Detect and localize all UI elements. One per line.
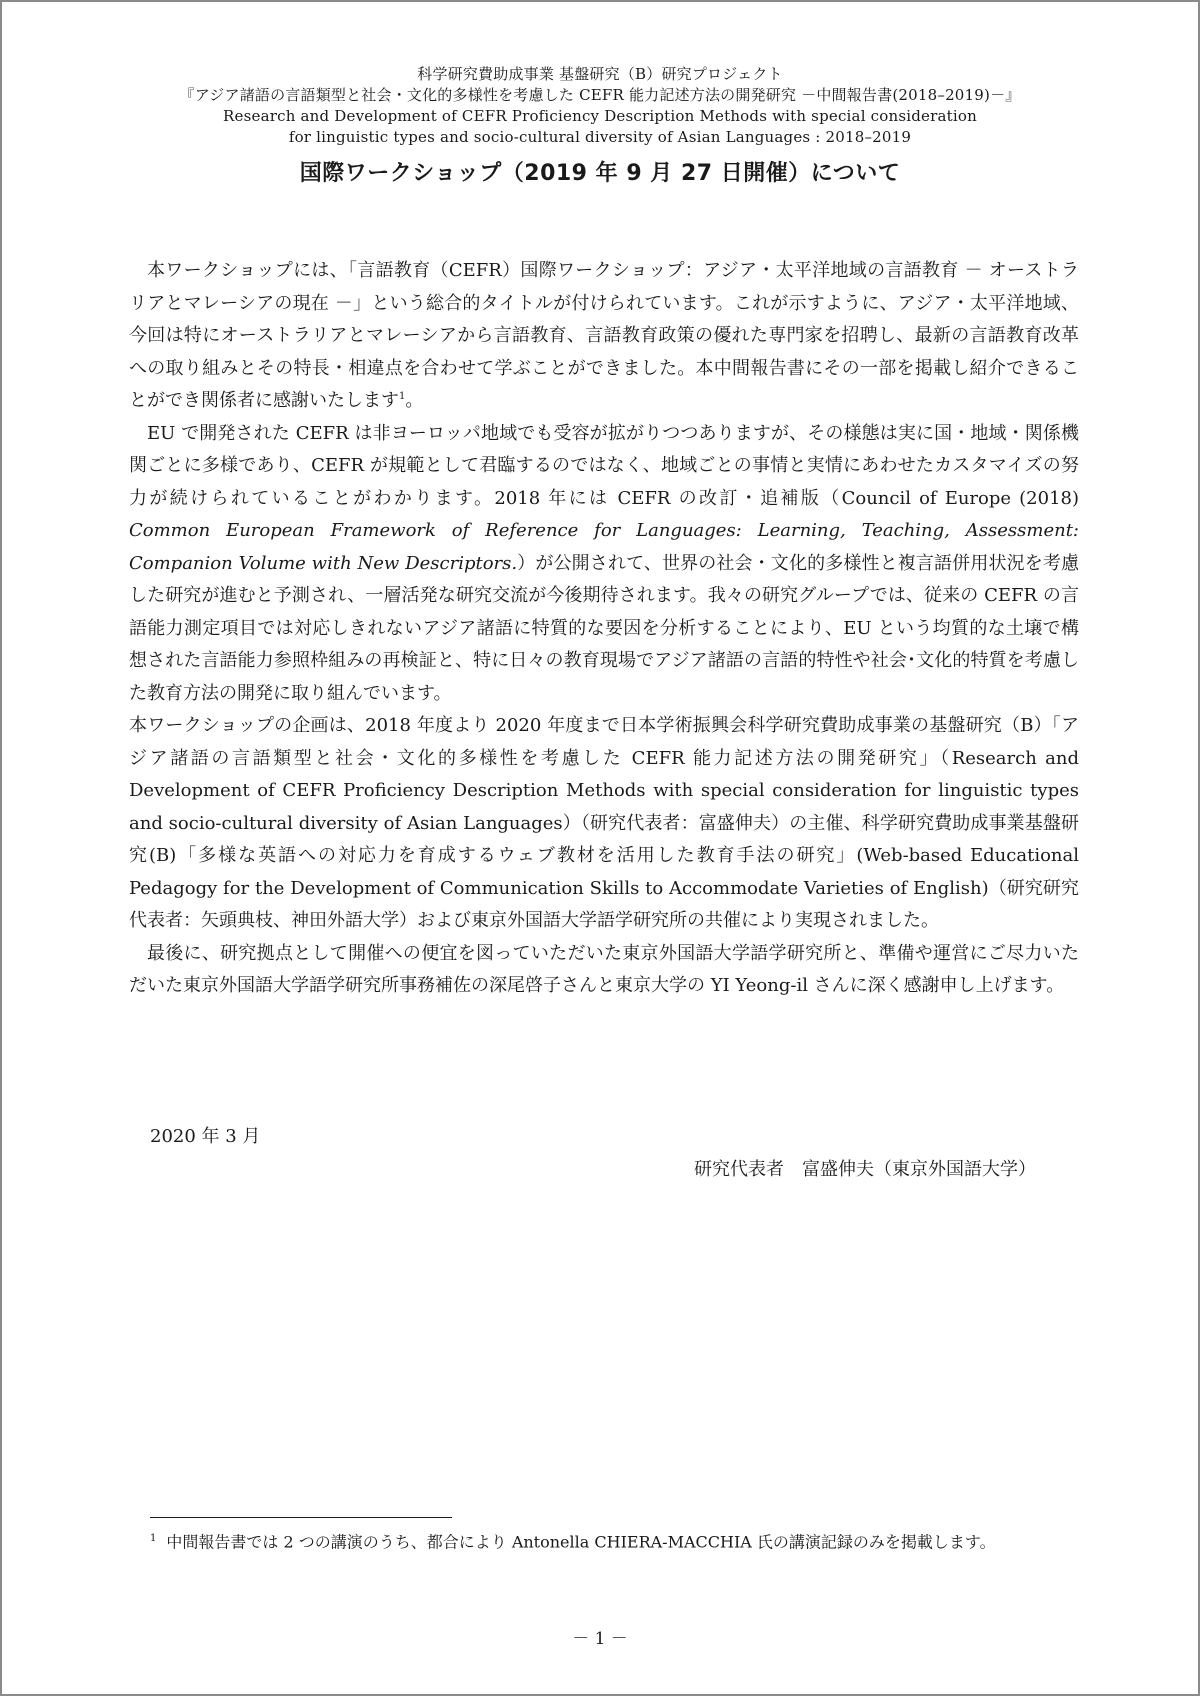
report-header [2,64,1198,148]
paragraph-cefr-text-a: EU で開発された CEFR は非ヨーロッパ地域でも受容が拡がりつつありますが、その様態は実に国・地域・関係機関ごとに多様であり、CEFR が規範として君臨するのではなく、地域ごとの事情と実情にあわせたカスタマイズの努力が続けられていることがわかります。2018 年には CEFR の改訂・追補版（Council of Europe (2018) [129,422,1079,509]
footnote [150,1527,996,1554]
paragraph-cefr-citation: Common European Framework of Reference for Languages: Learning, Teaching, Assessment: Companion Volume with New Descriptors. [129,520,1079,574]
paragraph-acknowledgement: 最後に、研究拠点として開催への便宜を図っていただいた東京外国語大学語学研究所と、準備や運営にご尽力いただいた東京外国語大学語学研究所事務補佐の深尾啓子さんと東京大学の YI Yeong-il さんに深く感謝申し上げます。 [129,942,1079,996]
footnote-text: 中間報告書では 2 つの講演のうち、都合により Antonella CHIERA-MACCHIA 氏の講演記録のみを掲載します。 [166,1532,996,1552]
paragraph-intro-text: 本ワークショップには、「言語教育（CEFR）国際ワークショップ：アジア・太平洋地域の言語教育 － オーストラリアとマレーシアの現在 －」という総合的タイトルが付けられています。これが示すように、アジア・太平洋地域、今回は特にオーストラリアとマレーシアから言語教育、言語教育政策の優れた専門家を招聘し、最新の言語教育改革への取り組みとその特長・相違点を合わせて学ぶことができました。本中間報告書にその一部を掲載し紹介できることができ関係者に感謝いたします [129,260,1079,411]
header-english-title-line1: Research and Development of CEFR Proficiency Description Methods with special consideration [223,107,977,125]
footnote-reference: 1 [399,391,406,402]
paragraph-organization: 本ワークショップの企画は、2018 年度より 2020 年度まで日本学術振興会科学研究費助成事業の基盤研究（B）「アジア諸語の言語類型と社会・文化的多様性を考慮した CEFR 能力記述方法の開発研究」（Research and Development of CEFR Proficiency Description Methods with special consideration for linguistic types and socio-cultural diversity of Asian Languages）（研究代表者：富盛伸夫）の主催、科学研究費助成事業基盤研究(B)「多様な英語への対応力を育成するウェブ教材を活用した教育手法の研究」(Web-based Educational Pedagogy for the Development of Communication Skills to Accommodate Varieties of English)（研究研究代表者：矢頭典枝、神田外語大学）および東京外国語大学語学研究所の共催により実現されました。 [129,715,1079,931]
paragraph-intro-end: 。 [405,390,424,411]
signature-line: 研究代表者 富盛伸夫（東京外国語大学） [694,1159,1036,1180]
paragraph-cefr-text-b: ）が公開されて、世界の社会・文化的多様性と複言語併用状況を考慮した研究が進むと予測され、一層活発な研究交流が今後期待されます。我々の研究グループでは、従来の CEFR の言語能力測定項目では対応しきれないアジア諸語に特質的な要因を分析することにより、EU という均質的な土壌で構想された言語能力参照枠組みの再検証と、特に日々の教育現場でアジア諸語の言語的特性や社会･文化的特質を考慮した教育方法の開発に取り組んでいます。 [129,552,1079,704]
date-line: 2020 年 3 月 [150,1126,261,1147]
header-project-line: 科学研究費助成事業 基盤研究（B）研究プロジェクト [417,65,783,83]
footnote-marker: 1 [150,1533,157,1544]
footnote-divider [150,1517,452,1518]
header-report-title: 『アジア諸語の言語類型と社会・文化的多様性を考慮した CEFR 能力記述方法の開発研究 －中間報告書(2018–2019)－』 [179,86,1021,104]
paragraph-cefr [129,418,1079,711]
header-english-title-line2: for linguistic types and socio-cultural diversity of Asian Languages : 2018–2019 [288,128,912,146]
page-number: － 1 － [572,1629,628,1649]
page-title: 国際ワークショップ（2019 年 9 月 27 日開催）について [299,161,901,186]
paragraph-intro [129,255,1079,418]
body-text [129,255,1079,1003]
